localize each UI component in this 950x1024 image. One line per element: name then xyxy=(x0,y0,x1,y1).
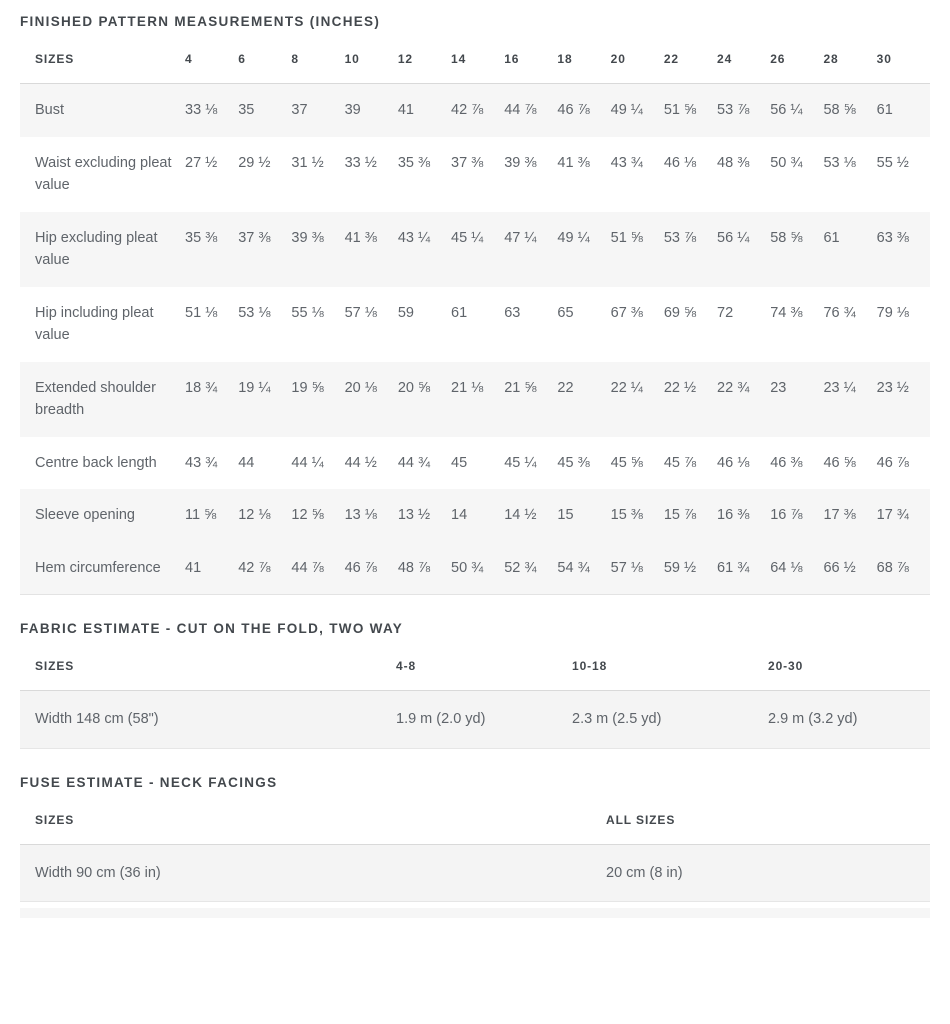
value-cell: 44 ⅞ xyxy=(504,102,537,118)
value-cell: 13 ½ xyxy=(397,507,431,523)
size-column-header: 24 xyxy=(717,32,770,84)
value-cell: 39 xyxy=(344,102,361,118)
value-cell: 58 ⅝ xyxy=(823,102,856,118)
value-cell: 51 ⅛ xyxy=(185,304,218,321)
row-label: Waist excluding pleat value xyxy=(35,154,172,193)
value-cell: 48 ⅜ xyxy=(717,154,750,171)
value-cell: 14 ½ xyxy=(504,507,537,523)
value-cell: 49 ¼ xyxy=(557,229,590,246)
value-cell: 17 ¾ xyxy=(876,507,909,523)
row-label: Centre back length xyxy=(35,454,157,471)
size-column-header: ALL SIZES xyxy=(606,793,930,845)
measurements-section-title: FINISHED PATTERN MEASUREMENTS (INCHES) xyxy=(20,14,381,29)
value-cell: 37 ⅜ xyxy=(451,154,484,171)
sizes-header-cell: SIZES xyxy=(20,639,396,691)
value-cell: 53 ⅛ xyxy=(238,304,271,321)
table-row xyxy=(20,287,930,362)
size-column-header: 4-8 xyxy=(396,639,572,691)
value-cell: 44 ¼ xyxy=(291,454,324,471)
value-cell: 74 ⅜ xyxy=(770,304,803,321)
value-cell: 55 ½ xyxy=(876,154,909,171)
value-cell: 20 ⅝ xyxy=(397,379,431,396)
value-cell: 48 ⅞ xyxy=(397,559,431,576)
table-row xyxy=(20,489,930,542)
table-row xyxy=(20,137,930,212)
value-cell: 52 ¾ xyxy=(504,559,537,576)
table-row xyxy=(20,84,930,137)
value-cell: 35 xyxy=(238,102,255,118)
value-cell: 2.3 m (2.5 yd) xyxy=(572,711,662,727)
value-cell: 45 xyxy=(451,454,468,471)
value-cell: 46 ⅞ xyxy=(557,102,590,118)
fabric-estimate-section-title: FABRIC ESTIMATE - CUT ON THE FOLD, TWO WAY xyxy=(20,621,404,636)
sizes-header-cell: SIZES xyxy=(20,32,185,84)
value-cell: 46 ⅛ xyxy=(663,154,697,171)
value-cell: 45 ⅝ xyxy=(610,454,643,471)
value-cell: 56 ¼ xyxy=(717,229,750,246)
value-cell: 15 xyxy=(557,507,574,523)
value-cell: 69 ⅝ xyxy=(663,304,697,321)
value-cell: 63 ⅜ xyxy=(876,229,909,246)
value-cell: 55 ⅛ xyxy=(291,304,324,321)
value-cell: 41 xyxy=(185,559,202,576)
value-cell: 51 ⅝ xyxy=(610,229,643,246)
value-cell: 15 ⅞ xyxy=(663,507,697,523)
row-label: Extended shoulder breadth xyxy=(35,379,156,418)
value-cell: 50 ¾ xyxy=(770,154,803,171)
value-cell: 27 ½ xyxy=(185,154,218,171)
value-cell: 57 ⅛ xyxy=(610,559,643,576)
value-cell: 43 ¼ xyxy=(397,229,431,246)
row-label: Bust xyxy=(35,102,65,118)
table-row xyxy=(20,691,930,749)
value-cell: 47 ¼ xyxy=(504,229,537,246)
value-cell: 61 xyxy=(876,102,893,118)
value-cell: 16 ⅞ xyxy=(770,507,803,523)
fabric-estimate-table xyxy=(20,639,930,749)
value-cell: 63 xyxy=(504,304,521,321)
size-column-header: 4 xyxy=(185,32,238,84)
size-column-header: 26 xyxy=(770,32,823,84)
value-cell: 56 ¼ xyxy=(770,102,803,118)
size-column-header: 8 xyxy=(291,32,344,84)
value-cell: 41 ⅜ xyxy=(557,154,590,171)
value-cell: 43 ¾ xyxy=(185,454,218,471)
value-cell: 31 ½ xyxy=(291,154,324,171)
value-cell: 42 ⅞ xyxy=(451,102,484,118)
value-cell: 54 ¾ xyxy=(557,559,590,576)
value-cell: 53 ⅞ xyxy=(717,102,750,118)
size-column-header: 6 xyxy=(238,32,291,84)
value-cell: 44 ½ xyxy=(344,454,377,471)
value-cell: 41 ⅜ xyxy=(344,229,377,246)
value-cell: 64 ⅛ xyxy=(770,559,803,576)
size-column-header: 14 xyxy=(451,32,504,84)
value-cell: 45 ¼ xyxy=(451,229,484,246)
size-column-header: 20-30 xyxy=(768,639,930,691)
value-cell: 43 ¾ xyxy=(610,154,643,171)
value-cell: 20 ⅛ xyxy=(344,379,377,396)
row-label: Sleeve opening xyxy=(35,507,135,523)
value-cell: 76 ¾ xyxy=(823,304,856,321)
table-row xyxy=(20,437,930,490)
value-cell: 23 xyxy=(770,379,787,396)
value-cell: 22 ½ xyxy=(663,379,697,396)
value-cell: 22 ¾ xyxy=(717,379,750,396)
value-cell: 20 cm (8 in) xyxy=(606,864,683,881)
size-column-header: 18 xyxy=(557,32,610,84)
table-row xyxy=(20,844,930,902)
value-cell: 67 ⅜ xyxy=(610,304,643,321)
value-cell: 17 ⅜ xyxy=(823,507,856,523)
value-cell: 50 ¾ xyxy=(451,559,484,576)
value-cell: 33 ½ xyxy=(344,154,377,171)
value-cell: 12 ⅝ xyxy=(291,507,324,523)
header-row xyxy=(20,32,930,84)
value-cell: 46 ⅞ xyxy=(876,454,909,471)
size-column-header: 10 xyxy=(345,32,398,84)
value-cell: 12 ⅛ xyxy=(238,507,271,523)
value-cell: 79 ⅛ xyxy=(876,304,909,321)
value-cell: 18 ¾ xyxy=(185,379,218,396)
value-cell: 19 ¼ xyxy=(238,379,271,396)
size-column-header: 16 xyxy=(504,32,557,84)
sizes-header-cell: SIZES xyxy=(20,793,606,845)
value-cell: 35 ⅜ xyxy=(397,154,431,171)
size-column-header: 12 xyxy=(398,32,451,84)
value-cell: 22 ¼ xyxy=(610,379,643,396)
value-cell: 61 ¾ xyxy=(717,559,750,576)
value-cell: 46 ⅞ xyxy=(344,559,377,576)
value-cell: 65 xyxy=(557,304,574,321)
value-cell: 57 ⅛ xyxy=(344,304,377,321)
value-cell: 23 ½ xyxy=(876,379,909,396)
value-cell: 59 ½ xyxy=(663,559,697,576)
row-label: Width 90 cm (36 in) xyxy=(35,864,161,881)
row-label: Hip including pleat value xyxy=(35,304,154,343)
value-cell: 19 ⅝ xyxy=(291,379,324,396)
table-row xyxy=(20,212,930,287)
value-cell: 46 ⅛ xyxy=(717,454,750,471)
value-cell: 15 ⅜ xyxy=(610,507,643,523)
value-cell: 51 ⅝ xyxy=(663,102,697,118)
table-row xyxy=(20,542,930,595)
value-cell: 16 ⅜ xyxy=(717,507,750,523)
value-cell: 53 ⅛ xyxy=(823,154,856,171)
header-row xyxy=(20,639,930,691)
value-cell: 46 ⅜ xyxy=(770,454,803,471)
value-cell: 39 ⅜ xyxy=(291,229,324,246)
value-cell: 42 ⅞ xyxy=(238,559,271,576)
next-table-row-peek xyxy=(20,908,930,918)
value-cell: 61 xyxy=(823,229,840,246)
value-cell: 49 ¼ xyxy=(610,102,643,118)
table-row xyxy=(20,362,930,437)
value-cell: 37 xyxy=(291,102,308,118)
value-cell: 11 ⅝ xyxy=(185,507,217,523)
value-cell: 37 ⅜ xyxy=(238,229,271,246)
value-cell: 61 xyxy=(451,304,468,321)
value-cell: 39 ⅜ xyxy=(504,154,537,171)
value-cell: 44 xyxy=(238,454,255,471)
value-cell: 45 ⅜ xyxy=(557,454,590,471)
value-cell: 21 ⅛ xyxy=(451,379,484,396)
value-cell: 13 ⅛ xyxy=(344,507,377,523)
value-cell: 66 ½ xyxy=(823,559,856,576)
size-column-header: 28 xyxy=(823,32,876,84)
value-cell: 46 ⅝ xyxy=(823,454,856,471)
value-cell: 14 xyxy=(451,507,468,523)
value-cell: 44 ⅞ xyxy=(291,559,324,576)
fuse-estimate-section-title: FUSE ESTIMATE - NECK FACINGS xyxy=(20,774,278,790)
fuse-estimate-table xyxy=(20,793,930,903)
value-cell: 59 xyxy=(397,304,414,321)
value-cell: 21 ⅝ xyxy=(504,379,537,396)
row-label: Width 148 cm (58") xyxy=(35,711,159,727)
value-cell: 29 ½ xyxy=(238,154,271,171)
size-column-header: 22 xyxy=(664,32,717,84)
value-cell: 45 ¼ xyxy=(504,454,537,471)
value-cell: 58 ⅝ xyxy=(770,229,803,246)
value-cell: 44 ¾ xyxy=(397,454,431,471)
value-cell: 1.9 m (2.0 yd) xyxy=(396,711,486,727)
value-cell: 33 ⅛ xyxy=(185,102,218,118)
value-cell: 35 ⅜ xyxy=(185,229,218,246)
value-cell: 45 ⅞ xyxy=(663,454,697,471)
finished-measurements-table xyxy=(20,32,930,595)
value-cell: 2.9 m (3.2 yd) xyxy=(768,711,858,727)
value-cell: 53 ⅞ xyxy=(663,229,697,246)
value-cell: 41 xyxy=(397,102,414,118)
value-cell: 23 ¼ xyxy=(823,379,856,396)
value-cell: 22 xyxy=(557,379,574,396)
size-column-header: 10-18 xyxy=(572,639,768,691)
header-row xyxy=(20,793,930,845)
value-cell: 68 ⅞ xyxy=(876,559,909,576)
size-column-header: 20 xyxy=(611,32,664,84)
value-cell: 72 xyxy=(717,304,734,321)
row-label: Hip excluding pleat value xyxy=(35,229,158,268)
size-column-header: 30 xyxy=(877,32,930,84)
row-label: Hem circumference xyxy=(35,559,161,576)
